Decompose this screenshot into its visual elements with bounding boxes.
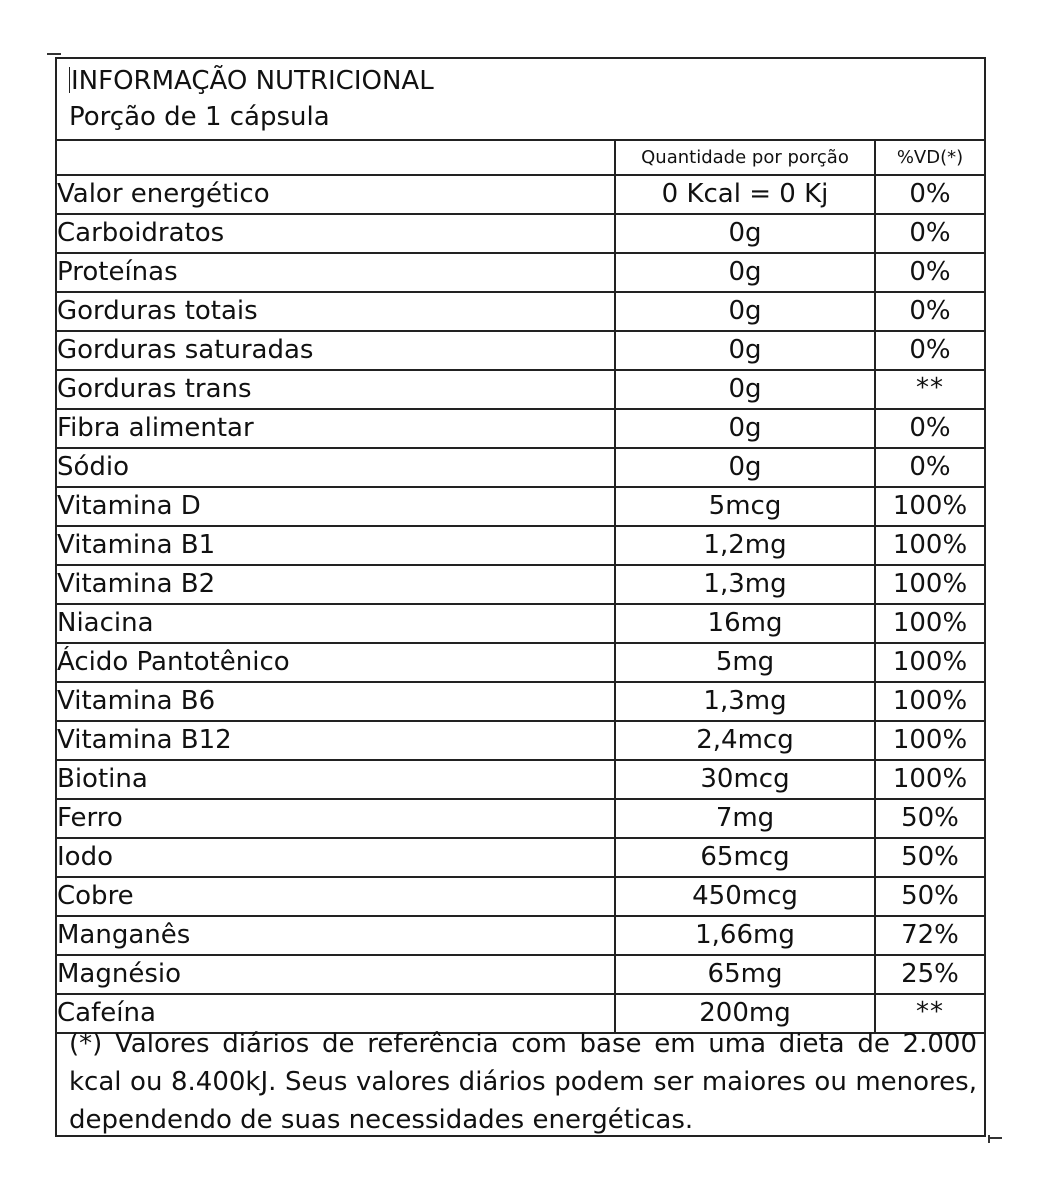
nutrient-name: Vitamina B2 bbox=[57, 565, 615, 604]
table-row bbox=[57, 799, 984, 838]
nutrient-quantity: 0g bbox=[615, 292, 875, 331]
nutrient-name: Sódio bbox=[57, 448, 615, 487]
table-row bbox=[57, 682, 984, 721]
nutrition-facts-panel bbox=[55, 57, 986, 1137]
nutrient-name: Niacina bbox=[57, 604, 615, 643]
nutrient-name: Biotina bbox=[57, 760, 615, 799]
title-row bbox=[69, 63, 434, 99]
nutrient-quantity: 65mcg bbox=[615, 838, 875, 877]
nutrient-quantity: 16mg bbox=[615, 604, 875, 643]
nutrient-dv: 0% bbox=[875, 448, 984, 487]
crop-mark-top-left bbox=[47, 53, 61, 55]
nutrient-name: Cobre bbox=[57, 877, 615, 916]
table-row bbox=[57, 838, 984, 877]
nutrient-dv: ** bbox=[875, 370, 984, 409]
nutrient-name: Vitamina D bbox=[57, 487, 615, 526]
table-row bbox=[57, 487, 984, 526]
nutrient-name: Magnésio bbox=[57, 955, 615, 994]
nutrient-dv: 0% bbox=[875, 409, 984, 448]
nutrient-quantity: 200mg bbox=[615, 994, 875, 1033]
nutrient-dv: 100% bbox=[875, 565, 984, 604]
nutrient-name: Valor energético bbox=[57, 175, 615, 214]
nutrient-name: Vitamina B12 bbox=[57, 721, 615, 760]
table-row bbox=[57, 292, 984, 331]
table-row bbox=[57, 721, 984, 760]
crop-mark-bottom-right bbox=[988, 1137, 1002, 1139]
table-row bbox=[57, 253, 984, 292]
nutrient-dv: ** bbox=[875, 994, 984, 1033]
table-row bbox=[57, 370, 984, 409]
nutrient-quantity: 0g bbox=[615, 370, 875, 409]
nutrient-quantity: 0g bbox=[615, 331, 875, 370]
nutrient-name: Ácido Pantotênico bbox=[57, 643, 615, 682]
nutrient-name: Manganês bbox=[57, 916, 615, 955]
nutrient-quantity: 65mg bbox=[615, 955, 875, 994]
nutrient-quantity: 1,66mg bbox=[615, 916, 875, 955]
table-row bbox=[57, 448, 984, 487]
nutrient-name: Carboidratos bbox=[57, 214, 615, 253]
nutrient-quantity: 0g bbox=[615, 409, 875, 448]
column-header-dv: %VD(*) bbox=[875, 140, 984, 175]
serving-size: Porção de 1 cápsula bbox=[69, 102, 330, 132]
nutrient-quantity: 2,4mcg bbox=[615, 721, 875, 760]
nutrient-dv: 0% bbox=[875, 292, 984, 331]
table-row bbox=[57, 760, 984, 799]
nutrient-dv: 25% bbox=[875, 955, 984, 994]
nutrient-dv: 0% bbox=[875, 331, 984, 370]
nutrient-quantity: 0g bbox=[615, 253, 875, 292]
table-header-row bbox=[57, 140, 984, 175]
nutrient-quantity: 450mcg bbox=[615, 877, 875, 916]
nutrient-name: Vitamina B1 bbox=[57, 526, 615, 565]
nutrient-quantity: 5mg bbox=[615, 643, 875, 682]
nutrient-name: Fibra alimentar bbox=[57, 409, 615, 448]
table-row bbox=[57, 409, 984, 448]
nutrient-quantity: 30mcg bbox=[615, 760, 875, 799]
nutrient-name: Ferro bbox=[57, 799, 615, 838]
nutrient-name: Gorduras saturadas bbox=[57, 331, 615, 370]
nutrient-dv: 100% bbox=[875, 526, 984, 565]
nutrient-name: Gorduras totais bbox=[57, 292, 615, 331]
nutrition-title: INFORMAÇÃO NUTRICIONAL bbox=[71, 66, 434, 96]
nutrient-dv: 100% bbox=[875, 604, 984, 643]
footnote: (*) Valores diários de referência com base em uma dieta de 2.000 kcal ou 8.400kJ. Seus valores diários podem ser maiores ou menores, dependendo de suas necessidades energéticas. bbox=[69, 1029, 977, 1135]
nutrient-dv: 100% bbox=[875, 760, 984, 799]
nutrient-name: Cafeína bbox=[57, 994, 615, 1033]
nutrient-quantity: 0g bbox=[615, 214, 875, 253]
table-row bbox=[57, 526, 984, 565]
nutrition-table bbox=[57, 139, 984, 1034]
nutrient-dv: 100% bbox=[875, 487, 984, 526]
column-header-quantity: Quantidade por porção bbox=[615, 140, 875, 175]
nutrient-quantity: 1,2mg bbox=[615, 526, 875, 565]
table-row bbox=[57, 643, 984, 682]
nutrient-quantity: 1,3mg bbox=[615, 565, 875, 604]
table-row bbox=[57, 955, 984, 994]
nutrient-dv: 0% bbox=[875, 253, 984, 292]
nutrient-dv: 100% bbox=[875, 682, 984, 721]
nutrient-dv: 0% bbox=[875, 175, 984, 214]
nutrient-name: Gorduras trans bbox=[57, 370, 615, 409]
nutrient-dv: 50% bbox=[875, 877, 984, 916]
nutrient-name: Vitamina B6 bbox=[57, 682, 615, 721]
nutrient-dv: 0% bbox=[875, 214, 984, 253]
nutrient-dv: 100% bbox=[875, 643, 984, 682]
table-row bbox=[57, 214, 984, 253]
nutrient-dv: 50% bbox=[875, 799, 984, 838]
nutrient-quantity: 1,3mg bbox=[615, 682, 875, 721]
nutrient-dv: 50% bbox=[875, 838, 984, 877]
nutrient-dv: 72% bbox=[875, 916, 984, 955]
table-row bbox=[57, 916, 984, 955]
table-row bbox=[57, 565, 984, 604]
table-row bbox=[57, 331, 984, 370]
nutrient-quantity: 0 Kcal = 0 Kj bbox=[615, 175, 875, 214]
table-row bbox=[57, 175, 984, 214]
crop-mark-bottom-right-vertical bbox=[988, 1135, 990, 1143]
column-header-name bbox=[57, 140, 615, 175]
nutrient-dv: 100% bbox=[875, 721, 984, 760]
text-cursor bbox=[69, 67, 70, 93]
table-row bbox=[57, 877, 984, 916]
table-row bbox=[57, 604, 984, 643]
nutrient-quantity: 5mcg bbox=[615, 487, 875, 526]
table-body bbox=[57, 175, 984, 1033]
nutrient-name: Proteínas bbox=[57, 253, 615, 292]
nutrient-quantity: 7mg bbox=[615, 799, 875, 838]
nutrient-quantity: 0g bbox=[615, 448, 875, 487]
nutrient-name: Iodo bbox=[57, 838, 615, 877]
